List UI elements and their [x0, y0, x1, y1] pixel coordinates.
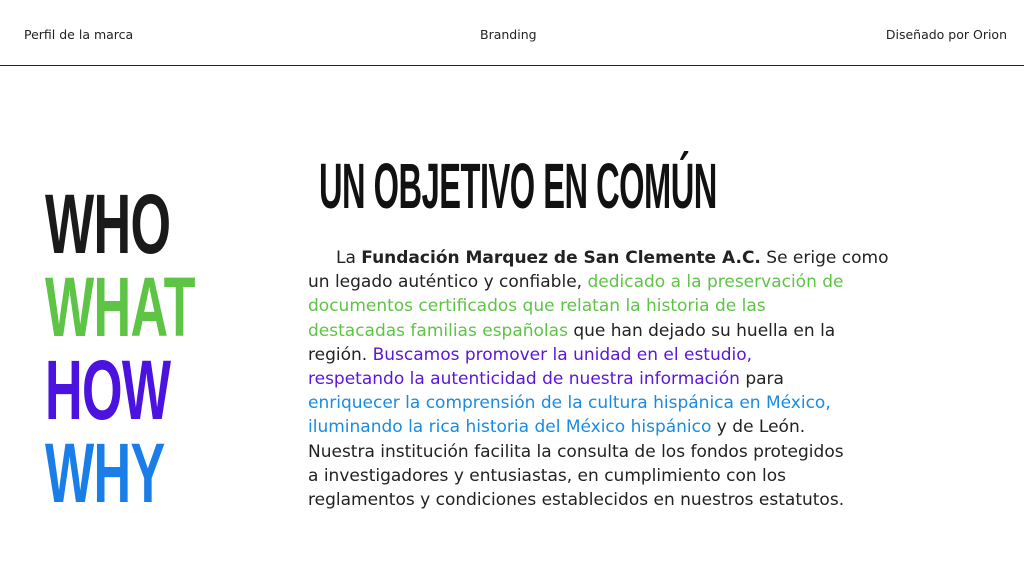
- text-run: Se erige como: [760, 248, 889, 268]
- paragraph-line: [308, 294, 920, 318]
- branding-label: Branding: [480, 27, 537, 42]
- word-how: HOW: [45, 343, 171, 437]
- question-words: [45, 177, 195, 520]
- paragraph-line: a investigadores y entusiastas, en cumplimiento con los: [308, 465, 787, 486]
- foundation-name: Fundación Marquez de San Clemente A.C.: [361, 248, 761, 268]
- paragraph-line: [308, 319, 920, 343]
- text-run: La: [336, 248, 362, 268]
- paragraph-line: reglamentos y condiciones establecidos en nuestros estatutos.: [308, 489, 845, 510]
- page-title: UN OBJETIVO EN COMÚN: [319, 150, 717, 222]
- paragraph-line: Nuestra institución facilita la consulta de los fondos protegidos: [308, 441, 844, 462]
- brand-profile-label: Perfil de la marca: [24, 27, 134, 42]
- paragraph-line: [308, 246, 920, 270]
- text-run: que han dejado su huella en la: [567, 320, 836, 341]
- designer-credit: Diseñado por Orion: [885, 27, 1007, 42]
- highlight-blue: enriquecer la comprensión de la cultura hispánica en México,: [308, 393, 831, 414]
- highlight-green: destacadas familias españolas: [308, 320, 568, 341]
- highlight-blue: iluminando la rica historia del México hispánico: [308, 417, 712, 438]
- paragraph-line: [308, 343, 920, 367]
- paragraph-line: [308, 367, 920, 391]
- paragraph-line: [308, 415, 920, 439]
- word-who: WHO: [45, 177, 171, 271]
- word-why: WHY: [45, 426, 165, 520]
- text-run: región.: [308, 344, 373, 365]
- top-bar: [0, 0, 1024, 66]
- text-run: para: [739, 368, 784, 389]
- text-run: un legado auténtico y confiable,: [308, 272, 588, 293]
- paragraph-line: [308, 270, 920, 294]
- mission-paragraph: [308, 246, 920, 512]
- highlight-purple: Buscamos promover la unidad en el estudio,: [372, 344, 753, 365]
- highlight-green: dedicado a la preservación de: [587, 272, 844, 293]
- word-what: WHAT: [45, 260, 195, 354]
- text-run: y de León.: [711, 417, 806, 438]
- highlight-green: documentos certificados que relatan la historia de las: [308, 296, 766, 317]
- highlight-purple: respetando la autenticidad de nuestra información: [308, 368, 740, 389]
- paragraph-line: [308, 391, 920, 415]
